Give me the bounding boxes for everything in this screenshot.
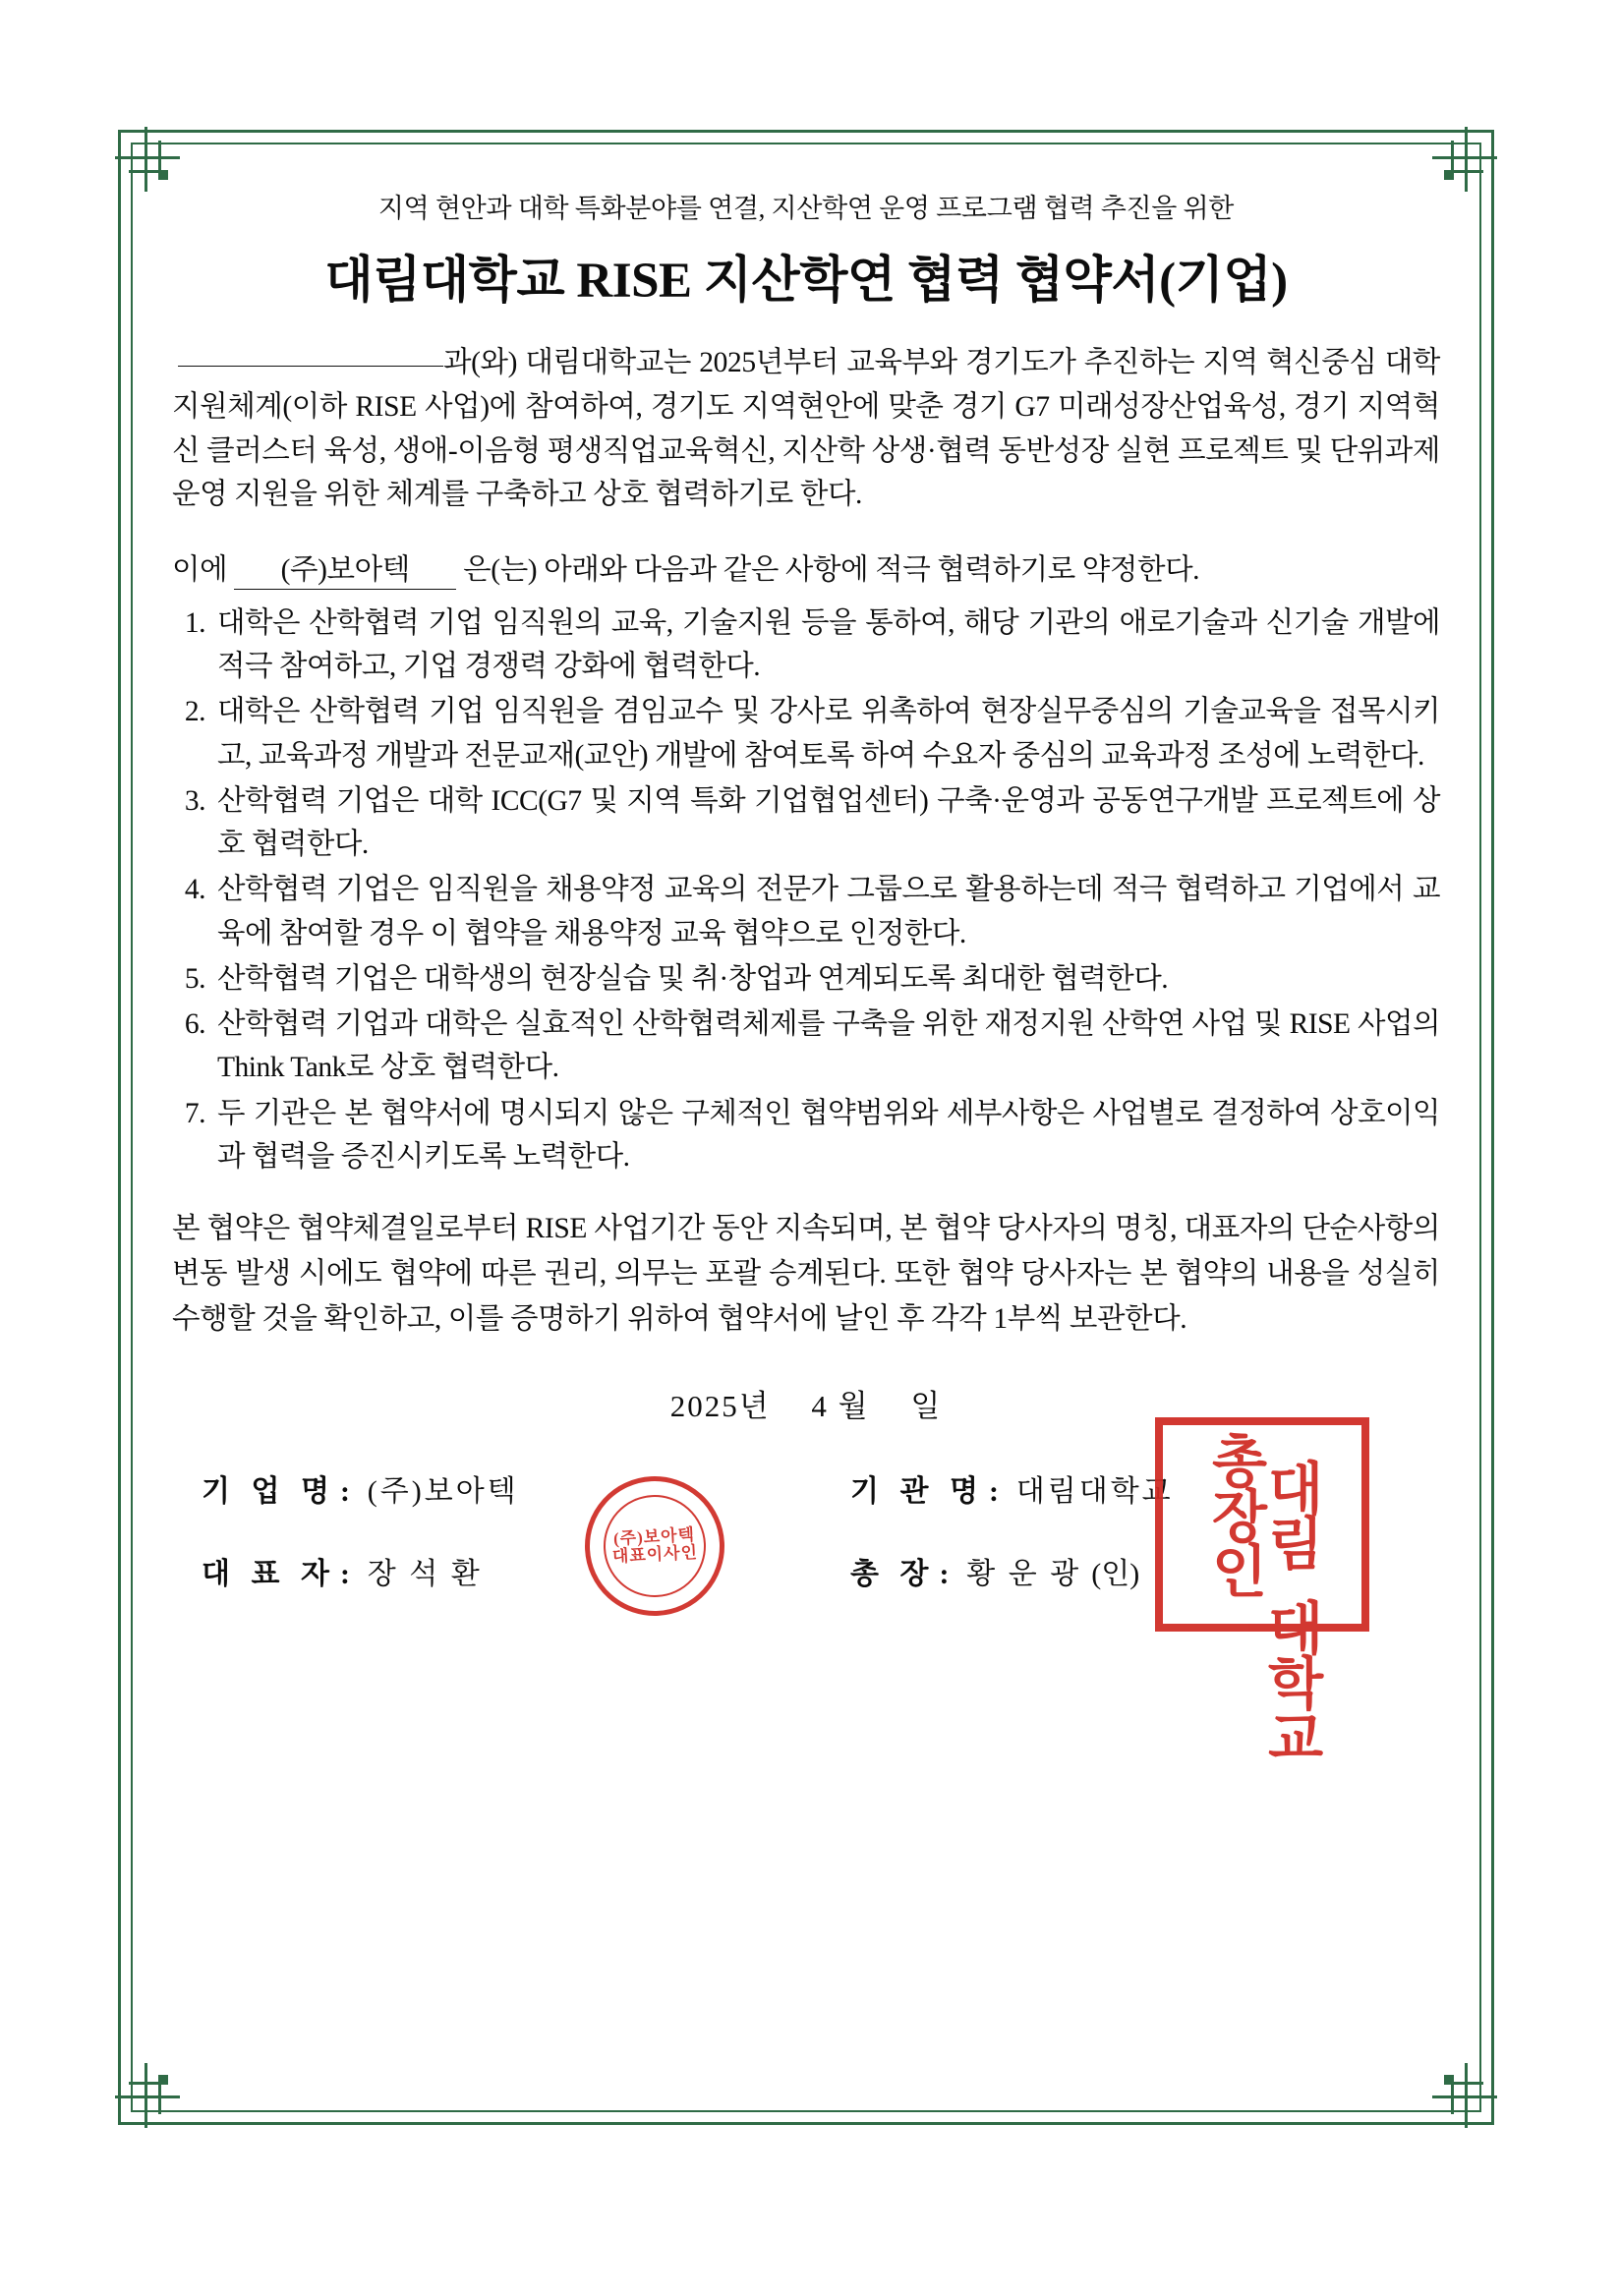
ceo-row — [202, 1549, 519, 1592]
ceo-value: 장 석 환 — [367, 1558, 483, 1591]
university-seal-line-3: 총장인 — [1202, 1431, 1266, 1597]
clause-text: 대학은 산학협력 기업 임직원의 교육, 기술지원 등을 통하여, 해당 기관의 애로기술과 신기술 개발에 적극 참여하고, 기업 경쟁력 강화에 협력한다. — [217, 606, 1440, 683]
seal-placeholder-text: (인) — [1091, 1558, 1140, 1591]
company-name-row — [202, 1466, 519, 1510]
clause-text: 두 기관은 본 협약서에 명시되지 않은 구체적인 협약범위와 세부사항은 사업별로 결정하여 상호이익과 협력을 증진시키도록 노력한다. — [217, 1097, 1440, 1173]
party-name-blank[interactable] — [178, 366, 443, 367]
org-name-value: 대림대학교 — [1015, 1475, 1174, 1509]
clause-item — [172, 779, 1440, 867]
preamble-text: 과(와) 대림대학교는 2025년부터 교육부와 경기도가 추진하는 지역 혁신중심 대학지원체계(이하 RISE 사업)에 참여하여, 경기도 지역현안에 맞춘 경기 G7 미래성장산업육성, 경기 지역혁신 클러스터 육성, 생애-이음형 평생직업교육혁신, 지산학 상생·협력 동반성장 실현 프로젝트 및 단위과제 운영 지원을 위한 체계를 구축하고 상호 협력하기로 한다. — [172, 347, 1440, 511]
clause-list — [172, 602, 1440, 1178]
corner-ornament-top-left — [115, 127, 180, 192]
company-seal-stamp — [581, 1472, 727, 1619]
president-row — [850, 1549, 1174, 1592]
date-day: 일 — [910, 1389, 943, 1424]
org-name-row — [850, 1466, 1174, 1510]
clause-item — [172, 690, 1440, 777]
clause-text: 산학협력 기업은 대학생의 현장실습 및 취·창업과 연계되도록 최대한 협력한다. — [217, 962, 1169, 995]
date-year: 2025년 — [669, 1389, 771, 1424]
clause-number: 3. — [184, 784, 205, 817]
corner-ornament-bottom-left — [115, 2063, 180, 2128]
clause-number: 4. — [184, 874, 205, 906]
agreement-tail: 은(는) 아래와 다음과 같은 사항에 적극 협력하기로 약정한다. — [463, 553, 1200, 586]
clause-text: 산학협력 기업은 대학 ICC(G7 및 지역 특화 기업협업센터) 구축·운영과 공동연구개발 프로젝트에 상호 협력한다. — [217, 784, 1440, 861]
clause-text: 대학은 산학협력 기업 임직원을 겸임교수 및 강사로 위촉하여 현장실무중심의 기술교육을 접목시키고, 교육과정 개발과 전문교재(교안) 개발에 참여토록 하여 수요자 중심의 교육과정 조성에 노력한다. — [217, 696, 1440, 772]
clause-number: 6. — [184, 1008, 205, 1041]
company-seal-inner: (주)보아텍 대표이사인 — [601, 1492, 708, 1599]
clause-item — [172, 868, 1440, 955]
agreement-line — [172, 546, 1440, 590]
clause-number: 7. — [184, 1097, 205, 1129]
president-value: 황 운 광 — [966, 1558, 1082, 1591]
clause-number: 5. — [184, 962, 205, 995]
ceo-label: 대 표 자 — [202, 1558, 336, 1591]
clause-number: 2. — [184, 696, 205, 728]
agreement-company-name[interactable]: (주)보아텍 — [234, 546, 456, 590]
corner-ornament-top-right — [1432, 127, 1497, 192]
date-month: 4 월 — [811, 1389, 870, 1424]
clause-text: 산학협력 기업과 대학은 실효적인 산학협력체제를 구축을 위한 재정지원 산학연 사업 및 RISE 사업의 Think Tank로 상호 협력한다. — [217, 1008, 1440, 1084]
university-seal-line-2: 대학교 — [1258, 1598, 1323, 1764]
company-name-label: 기 업 명 — [202, 1475, 336, 1509]
clause-number: 1. — [184, 606, 205, 639]
signature-university-column — [850, 1466, 1174, 1632]
university-seal-stamp — [1155, 1417, 1369, 1764]
preamble-paragraph — [172, 341, 1440, 517]
clause-item — [172, 957, 1440, 1001]
document-subtitle: 지역 현안과 대학 특화분야를 연결, 지산학연 운영 프로그램 협력 추진을 위한 — [377, 194, 1235, 223]
closing-paragraph: 본 협약은 협약체결일로부터 RISE 사업기간 동안 지속되며, 본 협약 당사자의 명칭, 대표자의 단순사항의 변동 발생 시에도 협약에 따른 권리, 의무는 포괄 승계된다. 또한 협약 당사자는 본 협약의 내용을 성실히 수행할 것을 확인하고, 이를 증명하기 위하여 협약서에 날인 후 각각 1부씩 보관한다. — [172, 1213, 1440, 1336]
document-body — [172, 187, 1440, 1764]
agreement-lead: 이에 — [172, 553, 228, 586]
label-colon: : — [988, 1475, 999, 1509]
university-seal-line-1: 대림 — [1258, 1459, 1323, 1570]
clause-item — [172, 1092, 1440, 1179]
label-colon: : — [339, 1475, 350, 1509]
label-colon: : — [939, 1558, 950, 1591]
president-label: 총 장 — [850, 1558, 936, 1591]
org-name-label: 기 관 명 — [850, 1475, 985, 1509]
signature-company-column — [202, 1466, 519, 1632]
company-name-value: (주)보아텍 — [367, 1475, 519, 1509]
corner-ornament-bottom-right — [1432, 2063, 1497, 2128]
label-colon: : — [339, 1558, 350, 1591]
clause-text: 산학협력 기업은 임직원을 채용약정 교육의 전문가 그룹으로 활용하는데 적극 협력하고 기업에서 교육에 참여할 경우 이 협약을 채용약정 교육 협약으로 인정한다. — [217, 874, 1440, 949]
clause-item — [172, 1003, 1440, 1090]
signature-block — [172, 1431, 1440, 1764]
clause-item — [172, 602, 1440, 689]
document-title: 대림대학교 RISE 지산학연 협력 협약서(기업) — [324, 254, 1288, 309]
